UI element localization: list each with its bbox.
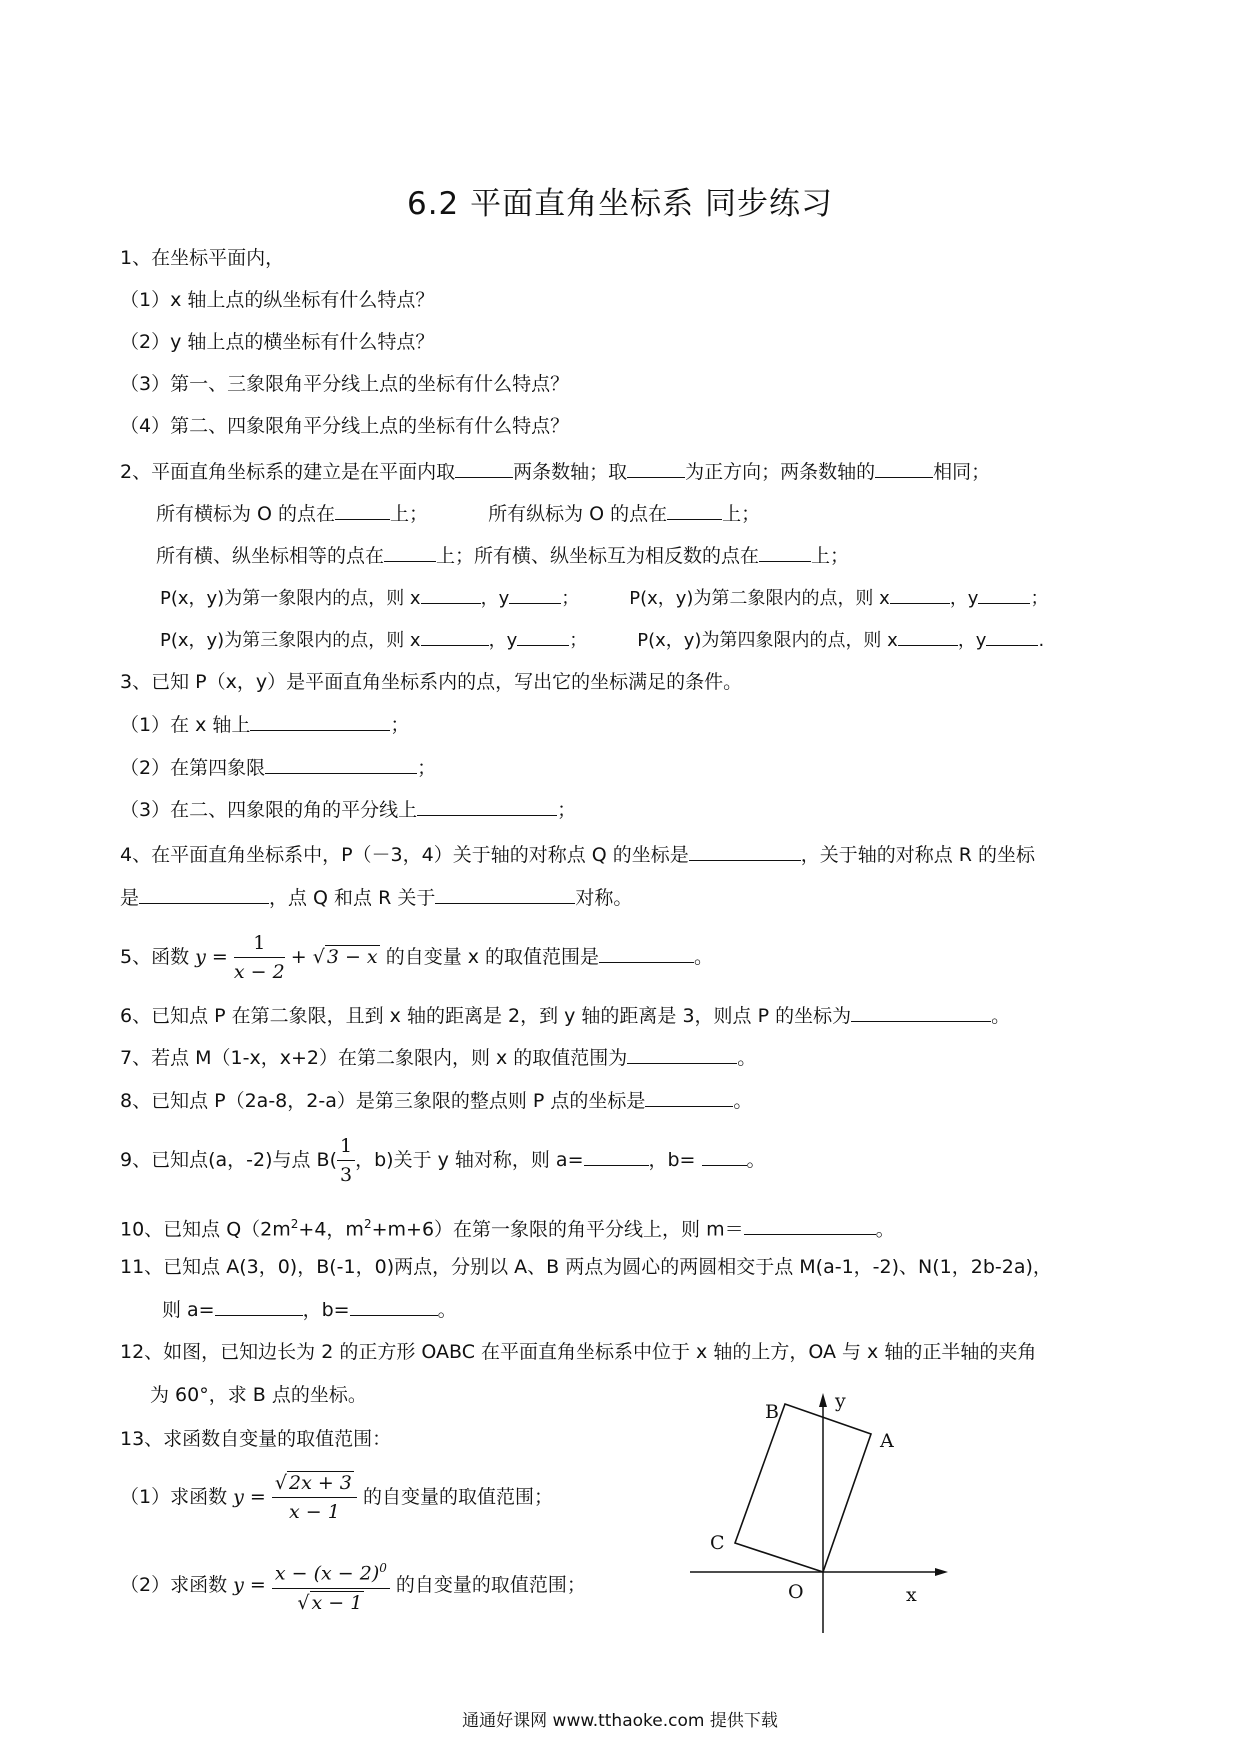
q11-line1: 11、已知点 A(3，0)，B(-1，0)两点，分别以 A、B 两点为圆心的两圆相交于点 M(a-1，-2)、N(1，2b-2a)，: [120, 1256, 1052, 1278]
q10-line: 10、已知点 $Q(2m^2+4$，$m^2+m+6$）在第一象限的角平分线上，则 m＝ 。: [120, 1217, 895, 1241]
q1-stem: 1、在坐标平面内，: [120, 247, 285, 269]
fraction: $\frac{x - (x - 2)^0}{√ x - 1}$: [272, 1554, 390, 1616]
q1-part4: （4）第二、四象限角平分线上点的坐标有什么特点？: [120, 415, 570, 437]
q3-part3: （3）在二、四象限的角的平分线上 ；: [120, 799, 577, 821]
answer-blank[interactable]: [435, 885, 575, 904]
answer-blank[interactable]: [215, 1297, 303, 1316]
square-oabc: [735, 1404, 871, 1572]
answer-blank[interactable]: [890, 585, 950, 604]
y-axis: [819, 1393, 827, 1633]
label-x: x: [906, 1584, 917, 1606]
q12-line2: 为 60°，求 B 点的坐标。: [150, 1384, 367, 1406]
q2-line2: 所有横标为 O 的点在 上； 所有纵标为 O 的点在 上；: [156, 503, 761, 525]
answer-blank[interactable]: [702, 1147, 747, 1166]
q13-part1: （1）求函数 y = $\frac{√ 2x + 3}{x - 1}$ 的自变量的取值范围；: [120, 1462, 553, 1532]
q6-line: 6、已知点 P 在第二象限，且到 x 轴的距离是 2，到 y 轴的距离是 3，则点 P 的坐标为 。: [120, 1005, 1011, 1027]
answer-blank[interactable]: [421, 627, 489, 646]
answer-blank[interactable]: [667, 501, 722, 520]
answer-blank[interactable]: [335, 501, 390, 520]
fraction: $\frac{1}{3}$: [337, 1132, 355, 1189]
label-c: C: [710, 1532, 725, 1554]
q1-part2: （2）y 轴上点的横坐标有什么特点？: [120, 331, 435, 353]
fraction: $\frac{√ 2x + 3}{x - 1}$: [272, 1469, 357, 1526]
answer-blank[interactable]: [875, 459, 933, 478]
q2-line3: 所有横、纵坐标相等的点在 上；所有横、纵坐标互为相反数的点在 上；: [156, 545, 850, 567]
answer-blank[interactable]: [759, 543, 811, 562]
q13-stem: 13、求函数自变量的取值范围：: [120, 1428, 392, 1450]
q3-part2: （2）在第四象限 ；: [120, 757, 437, 779]
answer-blank[interactable]: [455, 459, 513, 478]
answer-blank[interactable]: [250, 712, 390, 731]
page-title: 6.2 平面直角坐标系 同步练习: [406, 186, 833, 222]
label-o: O: [788, 1581, 804, 1603]
answer-blank[interactable]: [898, 627, 958, 646]
q8-line: 8、已知点 P（2a-8，2-a）是第三象限的整点则 P 点的坐标是 。: [120, 1090, 753, 1112]
q13-part2: （2）求函数 y = $\frac{x - (x - 2)^0}{√ x - 1}$ 的自变量的取值范围；: [120, 1550, 586, 1620]
fraction: $\frac{1}{x - 2}$: [234, 929, 285, 986]
answer-blank[interactable]: [139, 885, 269, 904]
q3-part1: （1）在 x 轴上 ；: [120, 714, 410, 736]
q1-part3: （3）第一、三象限角平分线上点的坐标有什么特点？: [120, 373, 570, 395]
answer-blank[interactable]: [689, 842, 801, 861]
square-figure: [680, 1385, 950, 1635]
footer: 通通好课网 www.tthaoke.com 提供下载: [462, 1711, 778, 1731]
answer-blank[interactable]: [517, 627, 569, 646]
answer-blank[interactable]: [851, 1003, 991, 1022]
label-a: A: [880, 1430, 894, 1452]
q5-line: 5、函数 y = $\frac{1}{x - 2}$ + √ 3 − x 的自变量 x 的取值范围是 。: [120, 927, 713, 987]
answer-blank[interactable]: [599, 944, 694, 963]
answer-blank[interactable]: [584, 1147, 649, 1166]
q7-line: 7、若点 M（1-x，x+2）在第二象限内，则 x 的取值范围为 。: [120, 1047, 757, 1069]
q4-line2: 是 ，点 Q 和点 R 关于 对称。: [120, 887, 633, 909]
answer-blank[interactable]: [627, 1045, 737, 1064]
q4-line1: 4、在平面直角坐标系中，P（－3，4）关于轴的对称点 Q 的坐标是 ，关于轴的对称点 R 的坐标: [120, 844, 1036, 866]
answer-blank[interactable]: [744, 1216, 876, 1235]
answer-blank[interactable]: [421, 585, 481, 604]
answer-blank[interactable]: [265, 755, 417, 774]
answer-blank[interactable]: [417, 797, 557, 816]
answer-blank[interactable]: [384, 543, 436, 562]
q2-line1: 2、平面直角坐标系的建立是在平面内取 两条数轴；取 为正方向；两条数轴的 相同；: [120, 461, 991, 483]
q3-stem: 3、已知 P（x，y）是平面直角坐标系内的点，写出它的坐标满足的条件。: [120, 671, 743, 693]
q1-part1: （1）x 轴上点的纵坐标有什么特点？: [120, 289, 435, 311]
label-b: B: [765, 1401, 779, 1423]
answer-blank[interactable]: [645, 1088, 733, 1107]
q9-line: 9、已知点(a，-2)与点 B( $\frac{1}{3}$ ，b)关于 y 轴对称，则 a= ，b= 。: [120, 1130, 766, 1190]
answer-blank[interactable]: [986, 627, 1038, 646]
q2-line5: P(x，y)为第三象限内的点，则 x ，y ； P(x，y)为第四象限内的点，则 x ，y .: [160, 627, 1044, 653]
x-axis: [690, 1568, 948, 1576]
answer-blank[interactable]: [350, 1297, 438, 1316]
q11-line2: 则 a= ，b= 。: [162, 1299, 457, 1321]
answer-blank[interactable]: [509, 585, 561, 604]
answer-blank[interactable]: [627, 459, 685, 478]
q2-line4: P(x，y)为第一象限内的点，则 x ，y ； P(x，y)为第二象限内的点，则 x ，y ；: [160, 585, 1048, 611]
answer-blank[interactable]: [978, 585, 1030, 604]
q12-line1: 12、如图，已知边长为 2 的正方形 OABC 在平面直角坐标系中位于 x 轴的上方，OA 与 x 轴的正半轴的夹角: [120, 1341, 1037, 1363]
label-y: y: [835, 1390, 846, 1412]
